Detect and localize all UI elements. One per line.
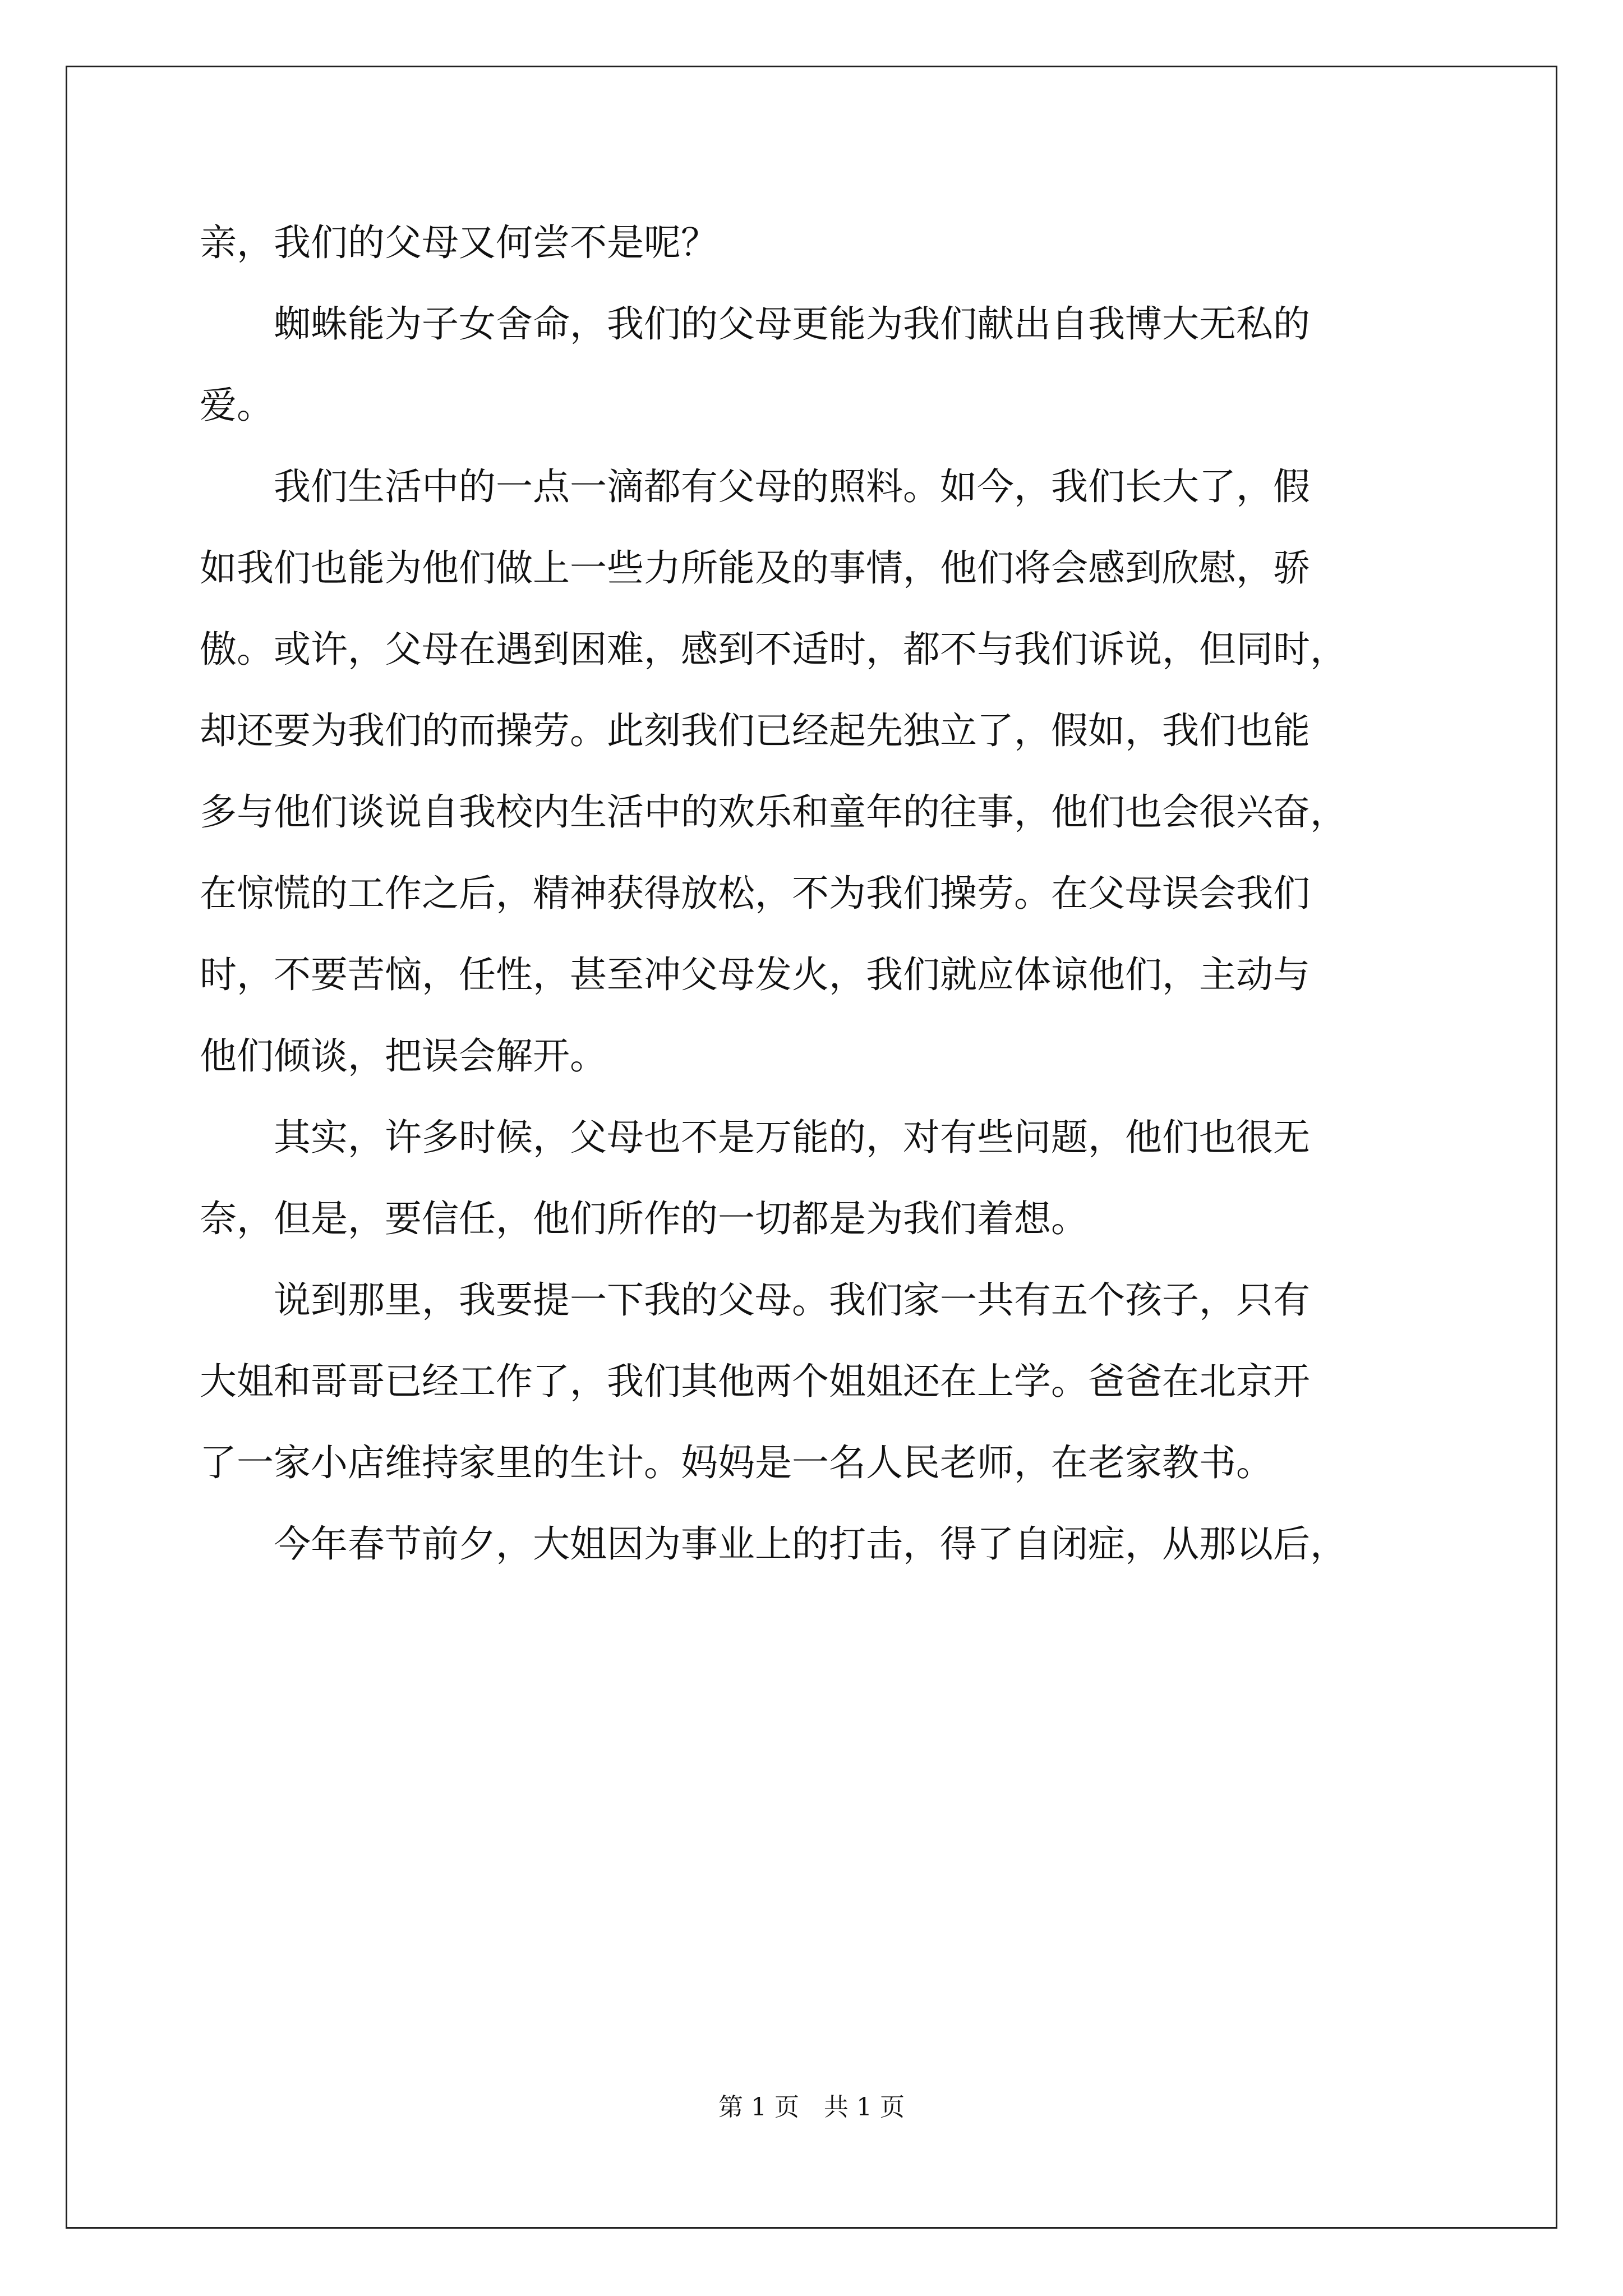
body-line-16: 了一家小店维持家里的生计。妈妈是一名人民老师，在老家教书。 <box>200 1441 1273 1484</box>
body-line-9: 在惊慌的工作之后，精神获得放松，不为我们操劳。在父母误会我们 <box>200 872 1310 915</box>
body-line-10: 时，不要苦恼，任性，甚至冲父母发火，我们就应体谅他们，主动与 <box>200 953 1310 996</box>
body-line-7: 却还要为我们的而操劳。此刻我们已经起先独立了，假如，我们也能 <box>200 709 1310 752</box>
body-line-15: 大姐和哥哥已经工作了，我们其他两个姐姐还在上学。爸爸在北京开 <box>200 1360 1310 1403</box>
body-line-11: 他们倾谈，把误会解开。 <box>200 1034 607 1078</box>
body-line-5: 如我们也能为他们做上一些力所能及的事情，他们将会感到欣慰，骄 <box>200 546 1310 590</box>
body-line-17: 今年春节前夕，大姐因为事业上的打击，得了自闭症，从那以后， <box>200 1522 1347 1566</box>
body-line-14: 说到那里，我要提一下我的父母。我们家一共有五个孩子，只有 <box>200 1278 1310 1322</box>
body-line-8: 多与他们谈说自我校内生活中的欢乐和童年的往事，他们也会很兴奋， <box>200 790 1347 834</box>
body-line-6: 傲。或许，父母在遇到困难，感到不适时，都不与我们诉说，但同时， <box>200 628 1347 671</box>
page-footer: 第 1 页 共 1 页 <box>718 2093 905 2122</box>
body-line-1: 亲，我们的父母又何尝不是呢？ <box>200 221 718 264</box>
body-line-12: 其实，许多时候，父母也不是万能的，对有些问题，他们也很无 <box>200 1116 1310 1159</box>
body-line-3: 爱。 <box>200 384 274 427</box>
body-line-2: 蜘蛛能为子女舍命，我们的父母更能为我们献出自我博大无私的 <box>200 302 1310 346</box>
body-line-4: 我们生活中的一点一滴都有父母的照料。如今，我们长大了，假 <box>200 465 1310 508</box>
body-line-13: 奈，但是，要信任，他们所作的一切都是为我们着想。 <box>200 1197 1088 1240</box>
